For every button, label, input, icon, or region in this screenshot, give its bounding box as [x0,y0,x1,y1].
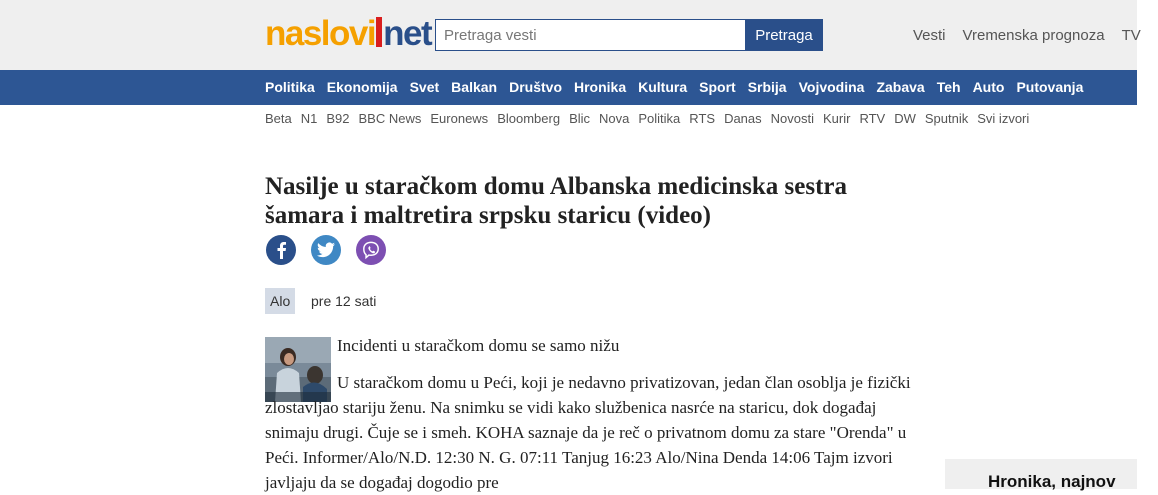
source-link-rtv[interactable]: RTV [859,111,886,126]
source-link-sputnik[interactable]: Sputnik [924,111,969,126]
nav-item-zabava[interactable]: Zabava [876,79,925,95]
sidebar-hronika-box[interactable] [945,459,1137,489]
twitter-share-button[interactable] [311,235,341,265]
nav-item-putovanja[interactable]: Putovanja [1016,79,1084,95]
nav-item-svet[interactable]: Svet [409,79,440,95]
facebook-icon [274,241,288,259]
facebook-share-button[interactable] [266,235,296,265]
source-link-novosti[interactable]: Novosti [770,111,814,126]
search-button[interactable]: Pretraga [745,19,823,51]
source-link-nova[interactable]: Nova [599,111,630,126]
nav-item-politika[interactable]: Politika [265,79,315,95]
search-input[interactable] [435,19,746,51]
source-link-politika[interactable]: Politika [638,111,681,126]
article-lead-paragraph: U staračkom domu u Peći, koji je nedavno privatizovan, jedan član osoblja je fizički zlostavljao stariju ženu. Na snimku se vidi kako službenica nasrće na staricu, dok događaj snimaju drugi. Čuje se i smeh. KOHA saznaje da je reč o privatnom domu za stare "Orenda" u Peći. Informer/Alo/N.D. 12:30 N. G. 07:11 Tanjug 16:23 Alo/Nina Denda 14:06 Tajm izvori javljaju da se događaj dogodio pre [265,373,911,492]
top-bar [0,0,1141,70]
nav-item-kultura[interactable]: Kultura [638,79,688,95]
nav-item-balkan[interactable]: Balkan [451,79,498,95]
source-link-b92[interactable]: B92 [326,111,350,126]
twitter-icon [317,242,335,258]
publish-time: pre 12 sati [311,293,377,309]
nav-item-drustvo[interactable]: Društvo [509,79,562,95]
top-links [913,27,1158,44]
viber-share-button[interactable] [356,235,386,265]
nav-item-srbija[interactable]: Srbija [747,79,787,95]
source-link-bbc-news[interactable]: BBC News [358,111,422,126]
source-link-n1[interactable]: N1 [300,111,318,126]
source-link-svi-izvori[interactable]: Svi izvori [977,111,1030,126]
source-link-rts[interactable]: RTS [689,111,716,126]
article-title: Nasilje u staračkom domu Albanska medicinska sestra šamara i maltretira srpsku staricu (video) [265,173,847,229]
nav-item-hronika[interactable]: Hronika [574,79,627,95]
source-link-bloomberg[interactable]: Bloomberg [497,111,561,126]
source-link-blic[interactable]: Blic [569,111,591,126]
sidebar-box-title: Hronika, najnov [988,472,1116,491]
top-link-tv[interactable]: TV [1121,27,1141,44]
source-link-beta[interactable]: Beta [265,111,292,126]
source-link-euronews[interactable]: Euronews [430,111,489,126]
nav-item-auto[interactable]: Auto [972,79,1005,95]
article-subheading: Incidenti u staračkom domu se samo nižu [337,336,620,355]
nav-item-teh[interactable]: Teh [936,79,961,95]
source-badge[interactable]: Alo [265,288,295,314]
site-logo[interactable]: naslovi net [265,14,432,53]
top-link-vesti[interactable]: Vesti [913,27,946,44]
article-body [265,370,917,495]
logo-bar [376,17,382,47]
nav-item-sport[interactable]: Sport [699,79,736,95]
top-link-vremenska-prognoza[interactable]: Vremenska prognoza [962,27,1105,44]
source-link-danas[interactable]: Danas [724,111,762,126]
nav-item-ekonomija[interactable]: Ekonomija [326,79,398,95]
category-nav [0,70,1137,105]
source-links [265,111,1038,126]
source-link-kurir[interactable]: Kurir [823,111,851,126]
source-link-dw[interactable]: DW [894,111,916,126]
nav-item-vojvodina[interactable]: Vojvodina [798,79,865,95]
viber-icon [362,241,380,259]
